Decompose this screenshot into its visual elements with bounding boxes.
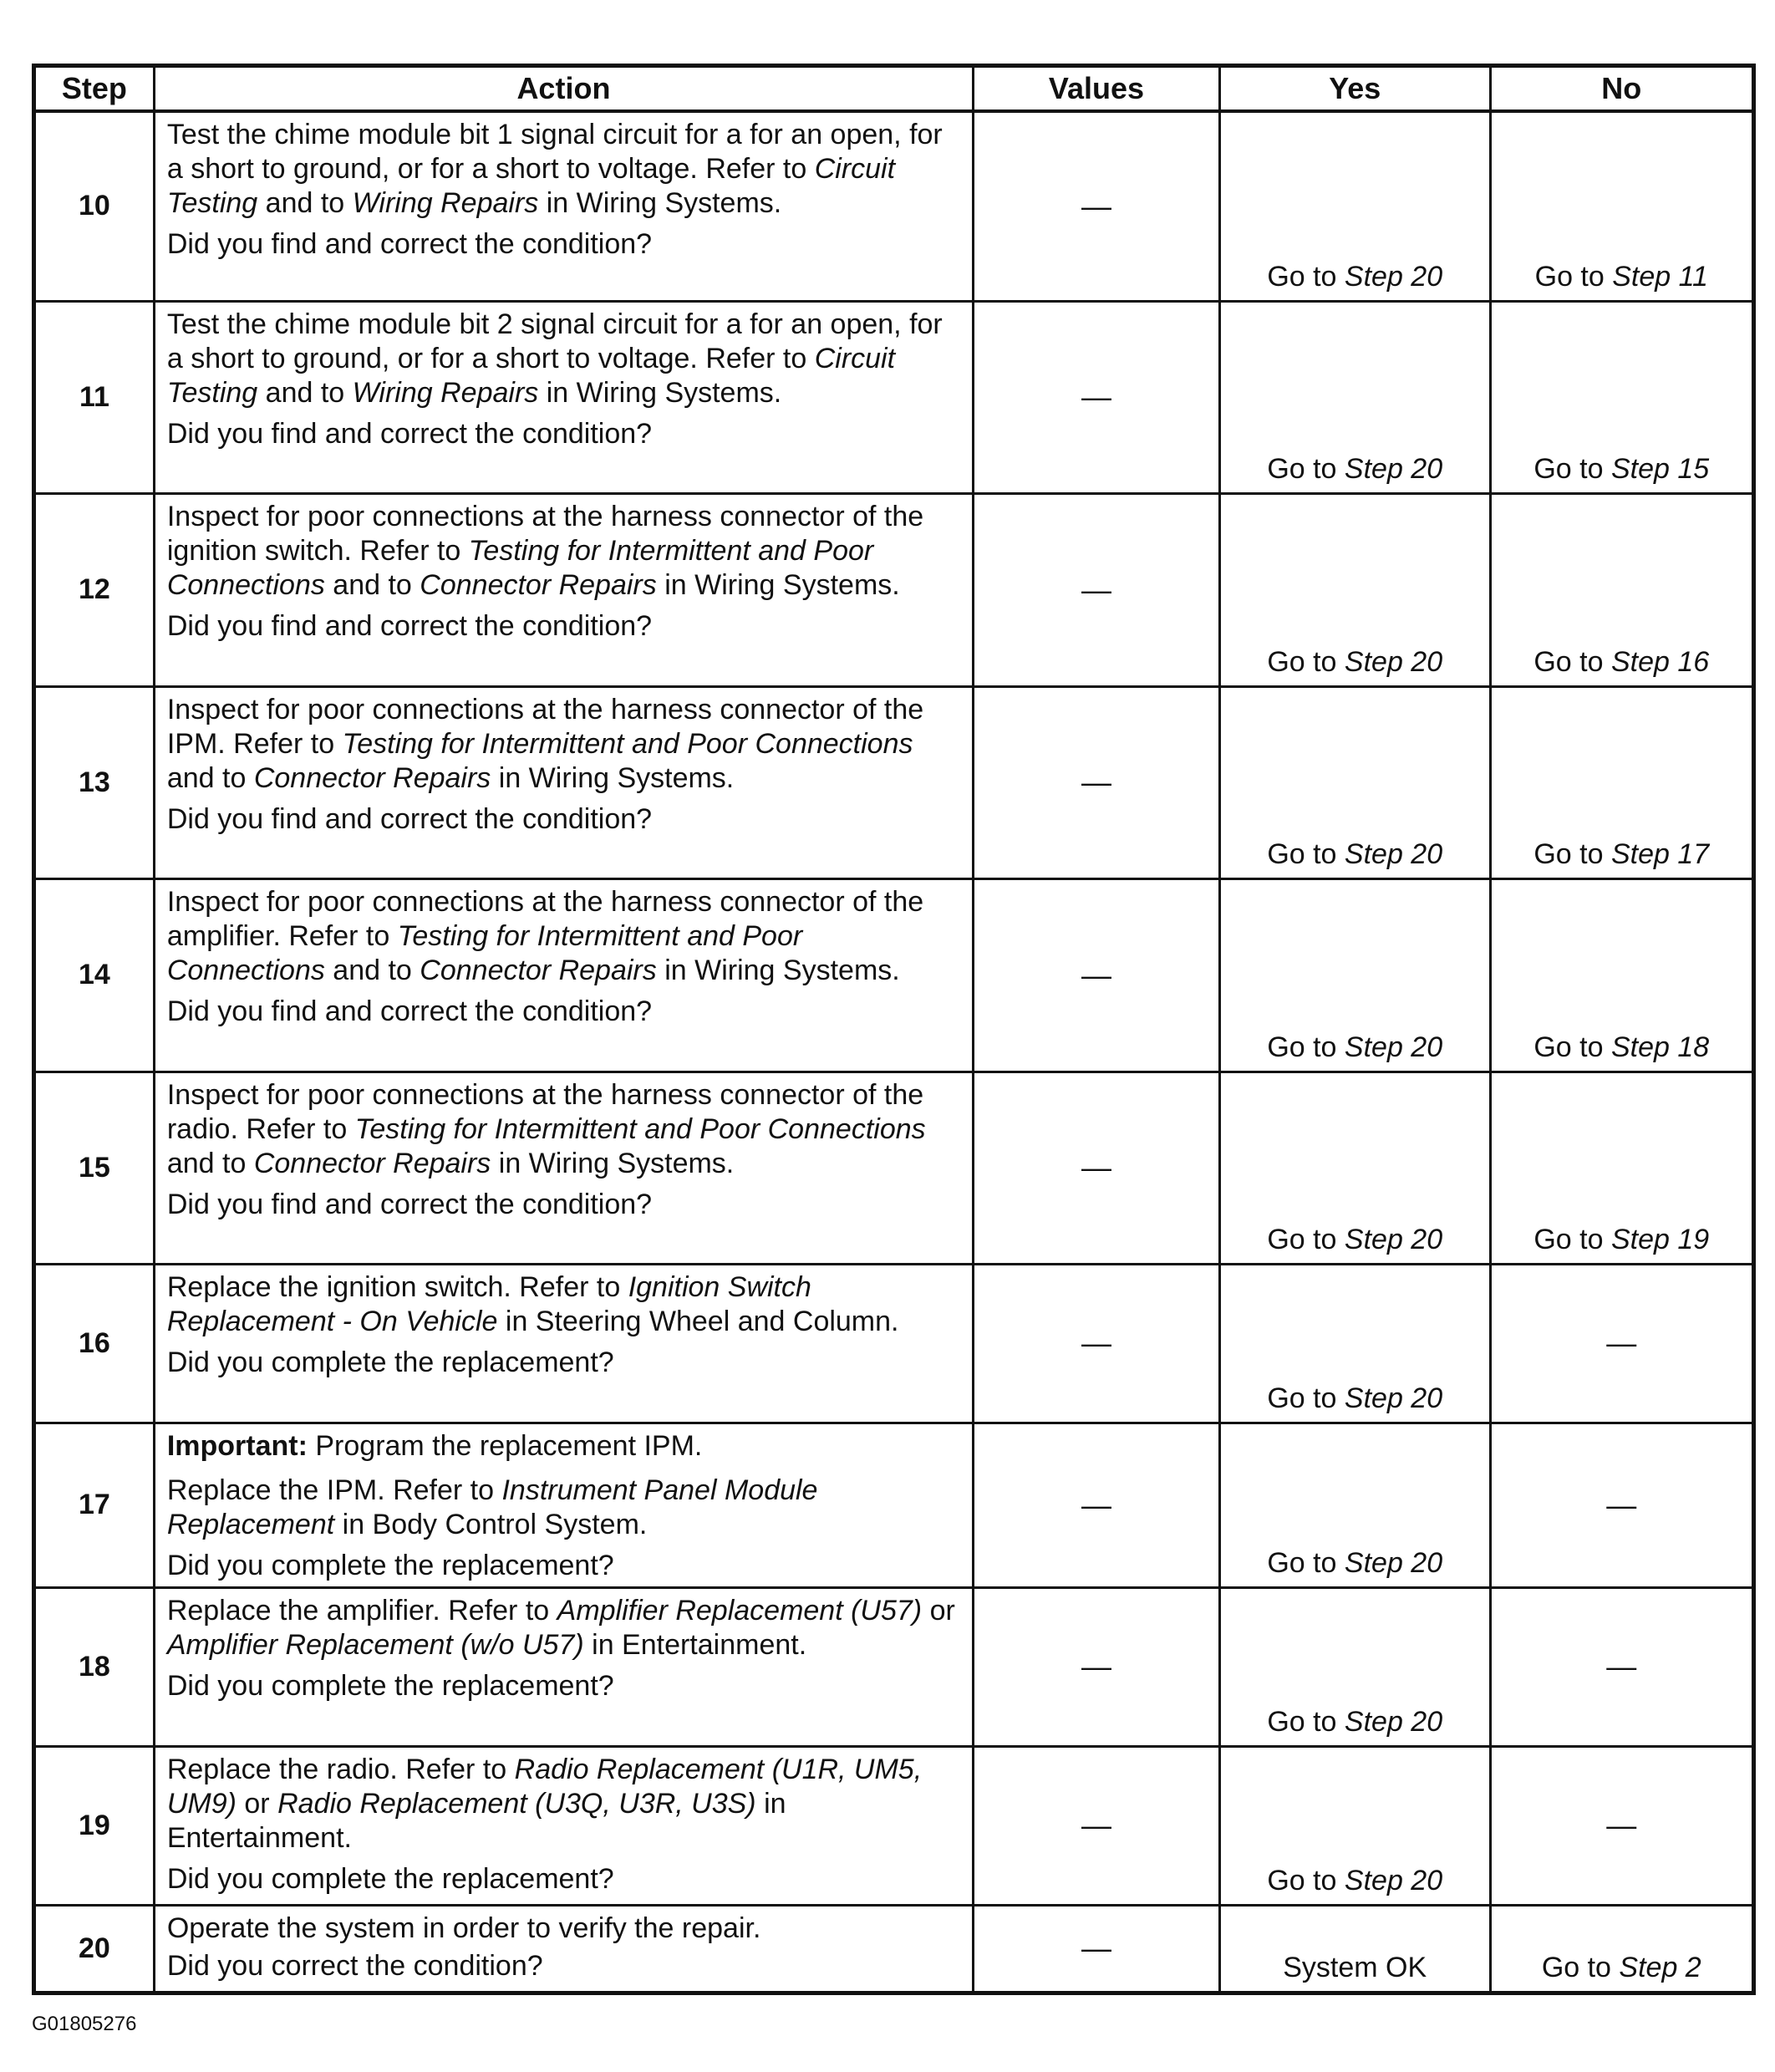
action-cell [154, 1746, 973, 1905]
reference-link-text: Step 17 [1610, 837, 1710, 870]
reference-link-text: Wiring Repairs [352, 187, 539, 219]
text-run: Go to [1533, 837, 1611, 870]
text-run: and to [324, 954, 420, 986]
reference-link-text: Step 18 [1610, 1031, 1710, 1063]
action-question: Did you find and correct the condition? [166, 802, 653, 835]
yes-cell [1219, 1072, 1490, 1264]
reference-link-text: Connector Repairs [253, 761, 491, 794]
no-cell [1490, 301, 1753, 493]
no-cell [1490, 493, 1753, 686]
text-run: Operate the system in order to verify the repair. [166, 1912, 761, 1944]
text-run: Inspect for poor connections at the harness connector of the IPM. Refer to [166, 693, 924, 760]
action-text [167, 1594, 965, 1662]
text-run: Go to [1267, 837, 1345, 870]
yes-cell [1219, 493, 1490, 686]
text-run: and to [257, 376, 353, 409]
yes-cell [1219, 301, 1490, 493]
text-run: Go to [1267, 645, 1345, 678]
action-cell [154, 301, 973, 493]
text-run: Inspect for poor connections at the harness connector of the ignition switch. Refer to [166, 500, 924, 567]
text-run: in Wiring Systems. [538, 187, 782, 219]
reference-link-text: Testing for Intermittent and Poor Connections [342, 727, 913, 760]
no-cell: — [1490, 1587, 1753, 1746]
text-run: Inspect for poor connections at the harness connector of the amplifier. Refer to [166, 885, 924, 952]
reference-link-text: Connector Repairs [420, 954, 657, 986]
text-run: Go to [1267, 1546, 1345, 1579]
table-row [34, 1072, 1754, 1264]
action-cell [154, 1072, 973, 1264]
yes-cell [1219, 1423, 1490, 1587]
text-run: Go to [1267, 1705, 1345, 1738]
text-run: Inspect for poor connections at the harness connector of the radio. Refer to [166, 1078, 924, 1145]
text-run: in Wiring Systems. [538, 376, 782, 409]
action-cell [154, 1264, 973, 1423]
reference-link-text: Amplifier Replacement (U57) [557, 1594, 923, 1627]
action-question: Did you complete the replacement? [166, 1669, 614, 1702]
action-text [167, 308, 965, 410]
values-cell: — [974, 301, 1220, 493]
reference-link-text: Amplifier Replacement (w/o U57) [166, 1628, 584, 1661]
table-row [34, 1905, 1754, 1993]
action-question: Did you correct the condition? [166, 1949, 543, 1982]
text-run: System OK [1283, 1951, 1427, 1983]
reference-link-text: Connector Repairs [253, 1147, 491, 1179]
no-cell [1490, 111, 1753, 301]
text-run: Go to [1267, 1031, 1345, 1063]
action-question: Did you complete the replacement? [166, 1549, 614, 1581]
step-number: 13 [34, 686, 155, 878]
text-run: in Wiring Systems. [491, 1147, 735, 1179]
yes-cell [1219, 686, 1490, 878]
action-header: Action [154, 66, 973, 112]
action-cell [154, 493, 973, 686]
reference-link-text: Step 20 [1344, 452, 1443, 485]
reference-link-text: Testing for Intermittent and Poor Connections [166, 919, 803, 986]
text-run: Go to [1533, 452, 1611, 485]
action-cell [154, 1423, 973, 1587]
step-number: 20 [34, 1905, 155, 1993]
text-run: and to [166, 761, 254, 794]
action-text [167, 1753, 965, 1856]
text-run: Go to [1533, 645, 1611, 678]
reference-link-text: Step 2 [1619, 1951, 1701, 1983]
step-number: 16 [34, 1264, 155, 1423]
reference-link-text: Step 20 [1344, 1864, 1443, 1896]
text-run: Go to [1267, 260, 1345, 293]
text-run: and to [257, 187, 353, 219]
step-number: 11 [34, 301, 155, 493]
table-row [34, 1423, 1754, 1587]
values-cell: — [974, 1905, 1220, 1993]
values-cell: — [974, 493, 1220, 686]
values-cell: — [974, 1587, 1220, 1746]
no-cell [1490, 686, 1753, 878]
text-run: Replace the ignition switch. Refer to [166, 1270, 628, 1303]
text-run: in Steering Wheel and Column. [497, 1305, 899, 1337]
reference-link-text: Step 20 [1344, 260, 1443, 293]
no-cell [1490, 1905, 1753, 1993]
reference-link-text: Radio Replacement (U1R, UM5, UM9) [166, 1753, 923, 1820]
text-run: Go to [1267, 1223, 1345, 1255]
yes-cell [1219, 1746, 1490, 1905]
action-question: Did you find and correct the condition? [166, 609, 653, 642]
action-cell [154, 878, 973, 1072]
values-cell: — [974, 686, 1220, 878]
reference-link-text: Step 19 [1610, 1223, 1710, 1255]
action-text [167, 1912, 965, 1946]
table-row [34, 493, 1754, 686]
text-run: Test the chime module bit 2 signal circuit for a for an open, for a short to ground, or for a short to voltage. Refer to [166, 308, 943, 374]
yes-cell [1219, 1587, 1490, 1746]
reference-link-text: Circuit Testing [166, 153, 896, 219]
action-text [167, 500, 965, 603]
text-run: in Body Control System. [334, 1508, 648, 1540]
reference-link-text: Radio Replacement (U3Q, U3R, U3S) [277, 1787, 756, 1820]
step-number: 19 [34, 1746, 155, 1905]
no-cell [1490, 1072, 1753, 1264]
no-cell [1490, 878, 1753, 1072]
reference-link-text: Step 20 [1344, 1705, 1443, 1738]
reference-link-text: Step 20 [1344, 645, 1443, 678]
text-run: in Entertainment. [166, 1787, 786, 1854]
text-run: Go to [1267, 1864, 1345, 1896]
yes-header: Yes [1219, 66, 1490, 112]
text-run: Go to [1267, 452, 1345, 485]
action-text [167, 118, 965, 221]
step-number: 12 [34, 493, 155, 686]
reference-link-text: Step 16 [1610, 645, 1710, 678]
yes-cell [1219, 1905, 1490, 1993]
values-cell: — [974, 111, 1220, 301]
table-row [34, 301, 1754, 493]
table-row [34, 878, 1754, 1072]
text-run: Replace the IPM. Refer to [166, 1474, 502, 1506]
reference-link-text: Testing for Intermittent and Poor Connections [354, 1112, 926, 1145]
text-run: and to [166, 1147, 254, 1179]
step-number: 14 [34, 878, 155, 1072]
action-question: Did you find and correct the condition? [166, 995, 653, 1027]
values-cell: — [974, 878, 1220, 1072]
text-run: Go to [1267, 1382, 1345, 1414]
table-row [34, 1587, 1754, 1746]
text-run: in Wiring Systems. [491, 761, 735, 794]
diagnostic-table [32, 64, 1756, 1995]
text-run: and to [324, 568, 420, 601]
values-cell: — [974, 1072, 1220, 1264]
action-cell [154, 1587, 973, 1746]
action-question: Did you find and correct the condition? [166, 1188, 653, 1220]
table-row [34, 1746, 1754, 1905]
yes-cell [1219, 1264, 1490, 1423]
figure-code: G01805276 [32, 2013, 137, 2035]
action-cell [154, 686, 973, 878]
text-run: Go to [1533, 1031, 1611, 1063]
action-text [167, 693, 965, 796]
no-cell: — [1490, 1746, 1753, 1905]
yes-cell [1219, 878, 1490, 1072]
reference-link-text: Ignition Switch Replacement - On Vehicle [166, 1270, 811, 1337]
action-text [167, 1270, 965, 1339]
text-run: or [236, 1787, 278, 1820]
values-cell: — [974, 1746, 1220, 1905]
table-row [34, 686, 1754, 878]
action-question: Did you complete the replacement? [166, 1346, 614, 1378]
important-text: Program the replacement IPM. [307, 1429, 703, 1462]
no-cell: — [1490, 1423, 1753, 1587]
reference-link-text: Step 20 [1344, 1382, 1443, 1414]
reference-link-text: Instrument Panel Module Replacement [166, 1474, 818, 1540]
reference-link-text: Step 20 [1344, 1546, 1443, 1579]
text-run: in Wiring Systems. [656, 568, 900, 601]
reference-link-text: Testing for Intermittent and Poor Connections [166, 534, 874, 601]
no-header: No [1490, 66, 1753, 112]
step-number: 15 [34, 1072, 155, 1264]
step-number: 18 [34, 1587, 155, 1746]
action-cell [154, 111, 973, 301]
reference-link-text: Step 11 [1612, 260, 1708, 293]
reference-link-text: Step 20 [1344, 1031, 1443, 1063]
values-header: Values [974, 66, 1220, 112]
text-run: Go to [1533, 1223, 1611, 1255]
text-run: in Entertainment. [583, 1628, 807, 1661]
text-run: in Wiring Systems. [656, 954, 900, 986]
action-question: Did you find and correct the condition? [166, 228, 653, 260]
reference-link-text: Wiring Repairs [352, 376, 539, 409]
text-run: Go to [1534, 260, 1613, 293]
reference-link-text: Circuit Testing [166, 342, 896, 409]
reference-link-text: Connector Repairs [420, 568, 657, 601]
action-text [167, 885, 965, 988]
important-note [167, 1429, 965, 1464]
text-run: or [922, 1594, 955, 1627]
action-text [167, 1474, 965, 1542]
action-cell [154, 1905, 973, 1993]
text-run: Test the chime module bit 1 signal circuit for a for an open, for a short to ground, or for a short to voltage. Refer to [166, 119, 943, 185]
values-cell: — [974, 1264, 1220, 1423]
yes-cell [1219, 111, 1490, 301]
reference-link-text: Step 20 [1344, 837, 1443, 870]
reference-link-text: Step 15 [1610, 452, 1710, 485]
reference-link-text: Step 20 [1344, 1223, 1443, 1255]
action-question: Did you complete the replacement? [166, 1862, 614, 1895]
step-number: 10 [34, 111, 155, 301]
step-number: 17 [34, 1423, 155, 1587]
text-run: Go to [1541, 1951, 1620, 1983]
action-question: Did you find and correct the condition? [166, 417, 653, 450]
no-cell: — [1490, 1264, 1753, 1423]
table-row [34, 1264, 1754, 1423]
important-label: Important: [166, 1429, 308, 1462]
header-row [34, 66, 1754, 112]
step-header: Step [34, 66, 155, 112]
text-run: Replace the amplifier. Refer to [166, 1594, 557, 1627]
values-cell: — [974, 1423, 1220, 1587]
table-row [34, 111, 1754, 301]
text-run: Replace the radio. Refer to [166, 1753, 515, 1785]
action-text [167, 1078, 965, 1181]
